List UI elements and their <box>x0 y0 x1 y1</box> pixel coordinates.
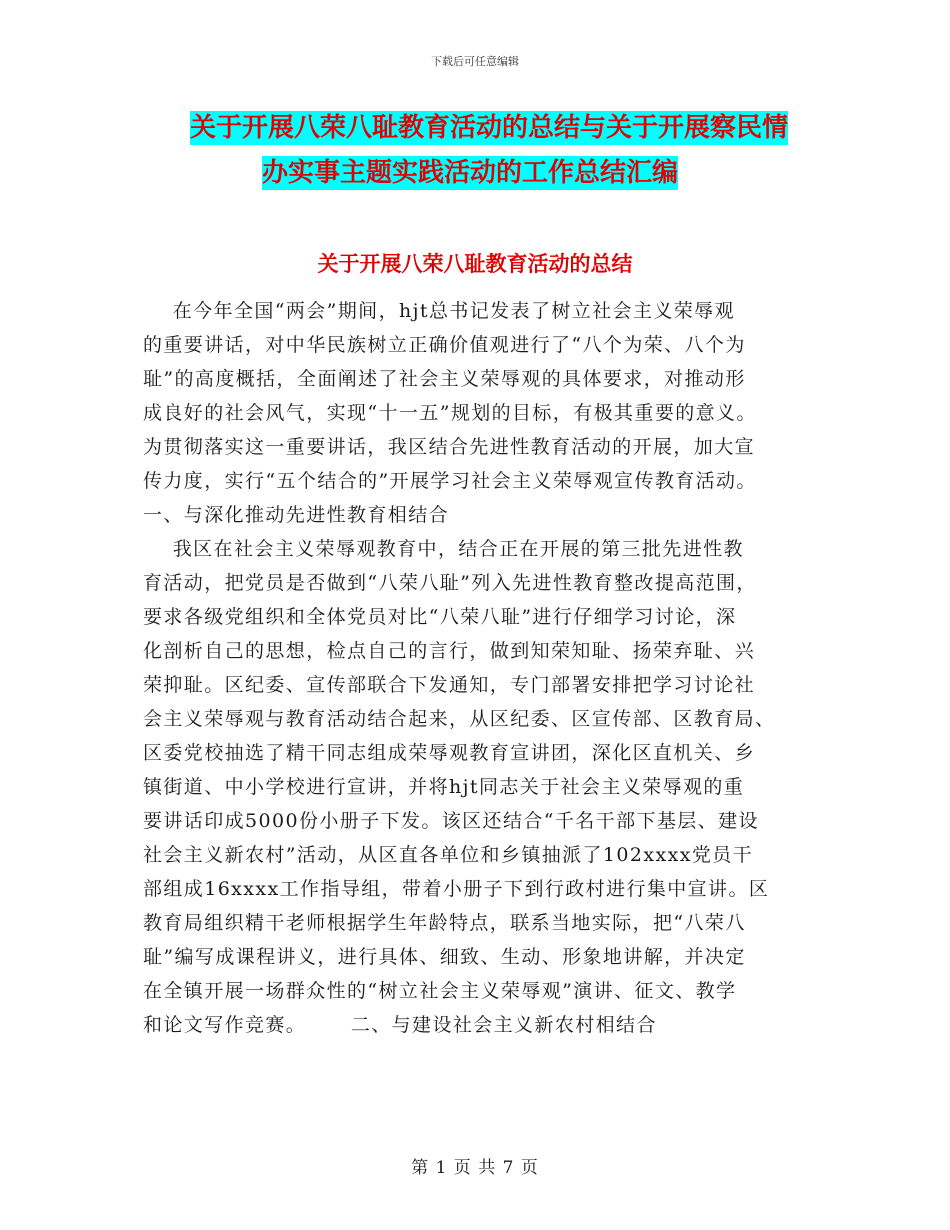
body-line: 社会主义新农村”活动，从区直各单位和乡镇抽派了102xxxx党员干 <box>143 844 754 866</box>
body-text <box>143 294 823 1042</box>
body-line: 部组成16xxxx工作指导组，带着小册子下到行政村进行集中宣讲。区 <box>143 878 770 900</box>
title-highlight-2: 办实事主题实践活动的工作总结汇编 <box>262 158 679 188</box>
body-line: 要求各级党组织和全体党员对比“八荣八耻”进行仔细学习讨论，深 <box>143 606 737 628</box>
body-line: 在全镇开展一场群众性的“树立社会主义荣辱观”演讲、征文、教学 <box>143 980 737 1002</box>
body-line: 区委党校抽选了精干同志组成荣辱观教育宣讲团，深化区直机关、乡 <box>143 742 756 764</box>
body-line: 的重要讲话，对中华民族树立正确价值观进行了“八个为荣、八个为 <box>143 334 746 356</box>
body-line: 荣抑耻。区纪委、宣传部联合下发通知，专门部署安排把学习讨论社 <box>143 674 756 696</box>
body-line: 为贯彻落实这一重要讲话，我区结合先进性教育活动的开展，加大宣 <box>143 436 756 458</box>
document-title-line-1 <box>0 111 950 145</box>
body-line: 要讲话印成5000份小册子下发。该区还结合“千名干部下基层、建设 <box>143 810 759 832</box>
section-title: 关于开展八荣八耻教育活动的总结 <box>317 252 633 276</box>
body-line: 会主义荣辱观与教育活动结合起来，从区纪委、区宣传部、区教育局、 <box>143 708 776 730</box>
title-highlight-1: 关于开展八荣八耻教育活动的总结与关于开展察民情 <box>190 113 789 143</box>
body-line: 教育局组织精干老师根据学生年龄特点，联系当地实际，把“八荣八 <box>143 912 746 934</box>
body-line: 镇街道、中小学校进行宣讲，并将hjt同志关于社会主义荣辱观的重 <box>143 776 745 798</box>
body-line: 我区在社会主义荣辱观教育中，结合正在开展的第三批先进性教 <box>143 538 744 560</box>
body-line: 成良好的社会风气，实现“十一五”规划的目标，有极其重要的意义。 <box>143 402 757 424</box>
body-line: 传力度，实行“五个结合的”开展学习社会主义荣辱观宣传教育活动。 <box>143 470 757 492</box>
page-number: 第 1 页 共 7 页 <box>411 1158 539 1178</box>
body-line: 耻”编写成课程讲义，进行具体、细致、生动、形象地讲解，并决定 <box>143 946 746 968</box>
body-line: 耻”的高度概括，全面阐述了社会主义荣辱观的具体要求，对推动形 <box>143 368 746 390</box>
header-note: 下载后可任意编辑 <box>431 55 519 68</box>
body-line: 育活动，把党员是否做到“八荣八耻”列入先进性教育整改提高范围， <box>143 572 757 594</box>
body-line: 一、与深化推动先进性教育相结合 <box>143 504 450 526</box>
body-line: 化剖析自己的思想，检点自己的言行，做到知荣知耻、扬荣弃耻、兴 <box>143 640 756 662</box>
body-line: 和论文写作竞赛。 二、与建设社会主义新农村相结合 <box>143 1014 657 1036</box>
document-title-line-2 <box>0 156 950 190</box>
body-line: 在今年全国“两会”期间，hjt总书记发表了树立社会主义荣辱观 <box>143 300 735 322</box>
